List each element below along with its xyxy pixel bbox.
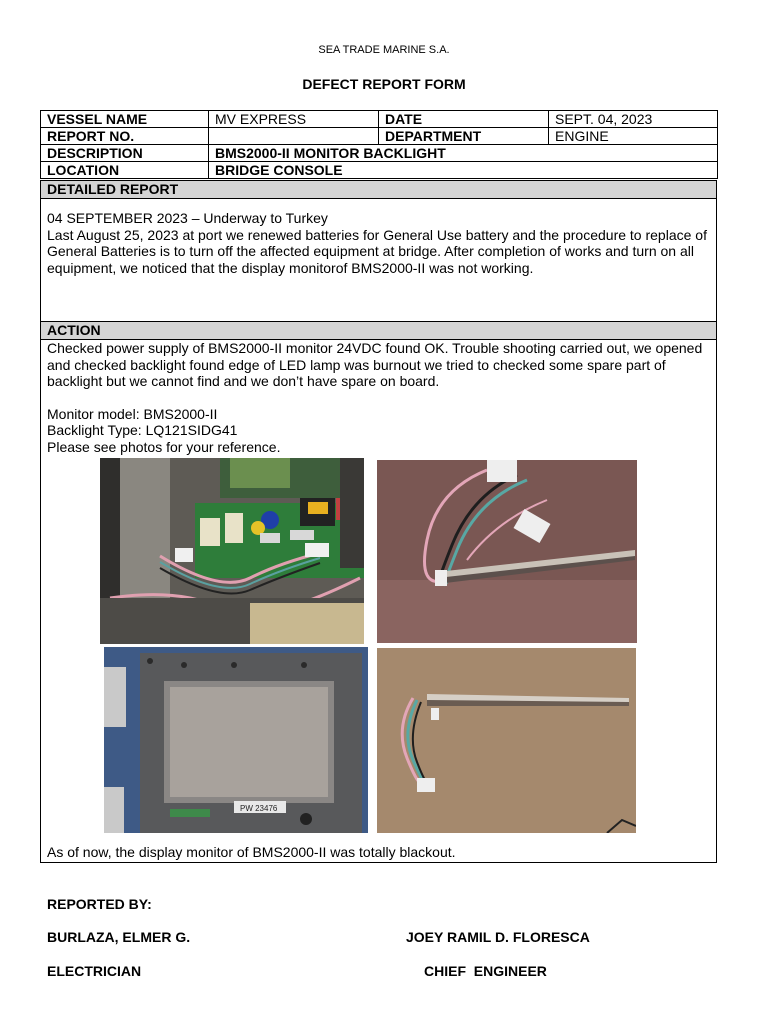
reporter1-title: ELECTRICIAN bbox=[47, 963, 142, 979]
date-value: SEPT. 04, 2023 bbox=[549, 111, 718, 128]
report-no-value bbox=[209, 128, 379, 145]
photo-monitor-front bbox=[104, 647, 368, 833]
reporter2-name: JOEY RAMIL D. FLORESCA bbox=[406, 929, 590, 945]
department-label: DEPARTMENT bbox=[379, 128, 549, 145]
photos-note: Please see photos for your reference. bbox=[47, 438, 281, 455]
reported-by-label: REPORTED BY: bbox=[47, 896, 152, 912]
action-body: Checked power supply of BMS2000-II monitor 24VDC found OK. Trouble shooting carried out, we opened and checked backlight found edge of LED lamp was burnout we tried to checked some spare part of backlight but we cannot find and we don’t have spare on board. bbox=[47, 340, 703, 389]
description-value: BMS2000-II MONITOR BACKLIGHT bbox=[209, 145, 718, 162]
location-value: BRIDGE CONSOLE bbox=[209, 162, 718, 179]
vessel-name-value: MV EXPRESS bbox=[209, 111, 379, 128]
table-row bbox=[41, 111, 718, 128]
table-row bbox=[41, 162, 718, 179]
detailed-report-heading: DETAILED REPORT bbox=[41, 181, 716, 199]
department-value: ENGINE bbox=[549, 128, 718, 145]
backlight-type: Backlight Type: LQ121SIDG41 bbox=[47, 422, 238, 438]
header-table bbox=[40, 110, 718, 179]
table-row bbox=[41, 145, 718, 162]
location-label: LOCATION bbox=[41, 162, 209, 179]
action-heading: ACTION bbox=[41, 322, 716, 340]
detailed-report-section bbox=[40, 180, 717, 323]
photo-backlight-strip-full bbox=[377, 648, 636, 833]
monitor-serial-label: PW 23476 bbox=[240, 804, 278, 813]
photo-backlight-strip-closeup bbox=[377, 460, 637, 643]
reporter1-name: BURLAZA, ELMER G. bbox=[47, 929, 191, 945]
company-name: SEA TRADE MARINE S.A. bbox=[318, 44, 450, 56]
report-no-label: REPORT NO. bbox=[41, 128, 209, 145]
reporter2-title: CHIEF ENGINEER bbox=[424, 963, 547, 979]
description-label: DESCRIPTION bbox=[41, 145, 209, 162]
date-label: DATE bbox=[379, 111, 549, 128]
monitor-model: Monitor model: BMS2000-II bbox=[47, 405, 218, 422]
photo-opened-monitor bbox=[100, 458, 364, 644]
conclusion-text: As of now, the display monitor of BMS2000-II was totally blackout. bbox=[47, 844, 456, 860]
vessel-name-label: VESSEL NAME bbox=[41, 111, 209, 128]
form-title: DEFECT REPORT FORM bbox=[302, 76, 466, 92]
table-row bbox=[41, 128, 718, 145]
detailed-report-body: Last August 25, 2023 at port we renewed batteries for General Use battery and the procedure to replace of General Batteries is to turn off the affected equipment at bridge. After completion of works and turn on all equipment, we noticed that the display monitorof BMS2000-II was not working. bbox=[47, 226, 707, 276]
detailed-report-date-line: 04 SEPTEMBER 2023 – Underway to Turkey bbox=[47, 210, 328, 226]
